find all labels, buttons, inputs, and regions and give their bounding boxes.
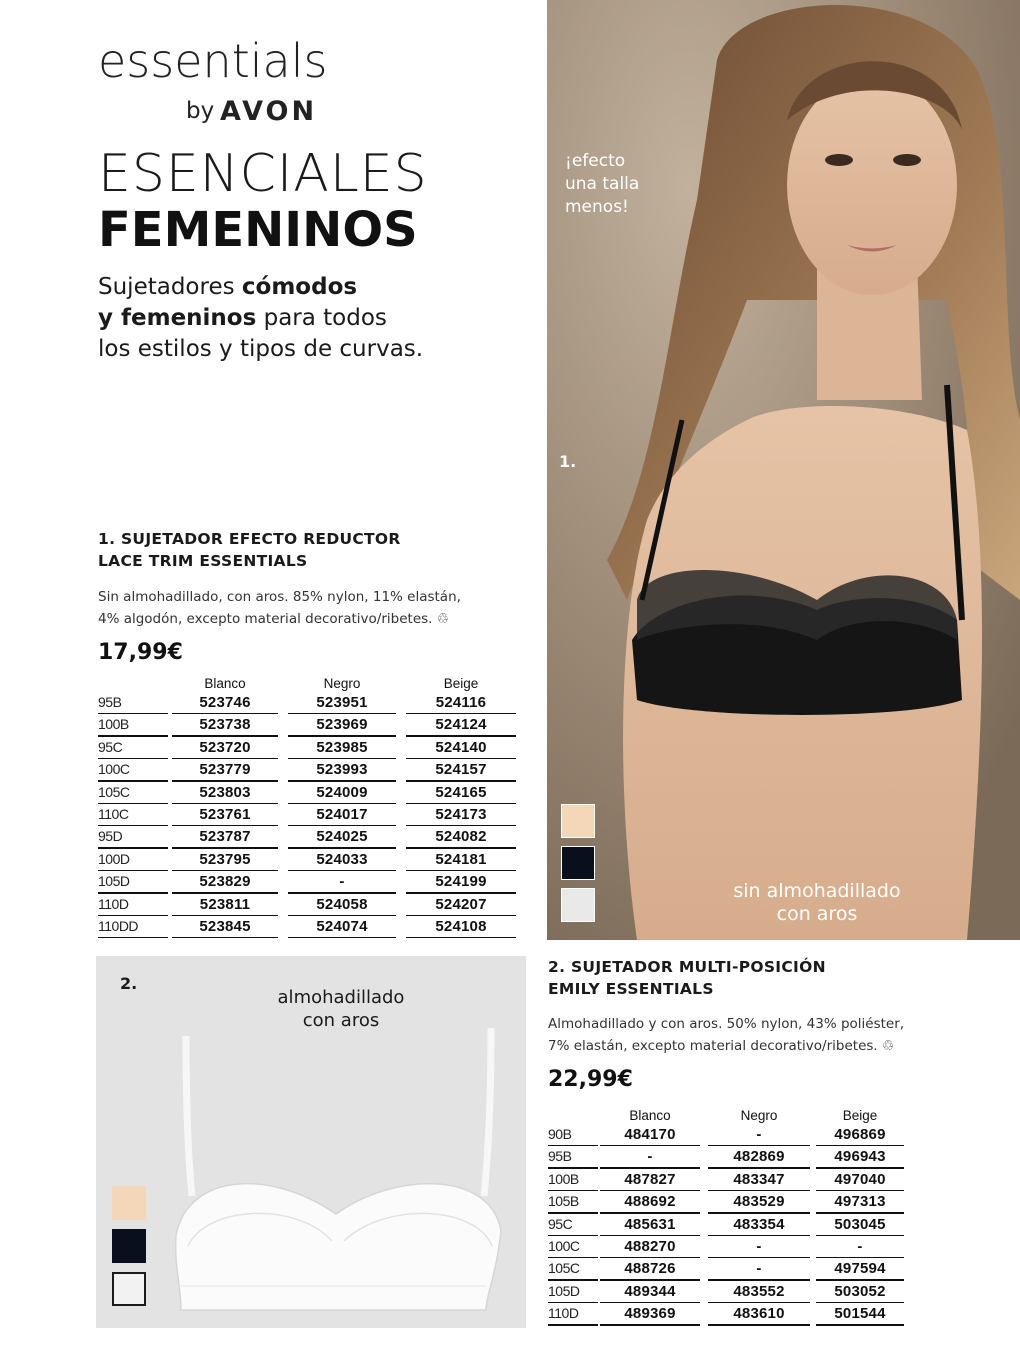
reference-code-blanco: 485631 <box>624 1215 676 1233</box>
table-row <box>548 1191 904 1213</box>
size-label: 95B <box>548 1148 572 1165</box>
reference-code-beige: 524157 <box>435 761 487 779</box>
reference-code-blanco: 488270 <box>624 1238 676 1255</box>
product1-description <box>98 586 461 630</box>
photo1-callout <box>565 150 639 219</box>
product1-desc-line: Sin almohadillado, con aros. 85% nylon, 11% elastán, <box>98 589 461 605</box>
reference-code-blanco: 489344 <box>624 1282 676 1300</box>
reference-code-beige: 524165 <box>435 783 487 801</box>
reference-code-blanco: 488726 <box>624 1260 676 1278</box>
reference-code-negro: - <box>756 1260 762 1278</box>
row-divider <box>406 937 516 938</box>
reference-code-negro: 483347 <box>733 1170 785 1188</box>
table-row <box>548 1169 904 1191</box>
size-label: 110D <box>548 1305 579 1322</box>
product2-desc-line: 7% elastán, excepto material decorativo/ribetes. ♲ <box>548 1038 895 1054</box>
product2-title-line: EMILY ESSENTIALS <box>548 980 714 998</box>
swatch-beige[interactable] <box>112 1186 146 1220</box>
reference-code-beige: 496943 <box>834 1148 886 1166</box>
table-row <box>548 1236 904 1258</box>
reference-code-blanco: 523829 <box>199 873 251 891</box>
size-label: 110C <box>98 806 129 822</box>
reference-code-beige: 497594 <box>834 1260 886 1278</box>
reference-code-negro: 524058 <box>316 895 368 913</box>
row-divider <box>172 937 278 938</box>
swatch-black[interactable] <box>112 1229 146 1263</box>
product2-desc-line: Almohadillado y con aros. 50% nylon, 43% poliéster, <box>548 1016 905 1032</box>
photo1-callout-line: una talla <box>565 174 640 194</box>
product1-title-line: LACE TRIM ESSENTIALS <box>98 552 308 570</box>
reference-code-blanco: 523779 <box>199 761 251 779</box>
reference-code-negro: 523951 <box>316 694 368 711</box>
reference-code-negro: 483610 <box>733 1305 785 1323</box>
brand-by: by <box>186 98 215 124</box>
table-row <box>548 1124 904 1146</box>
size-label: 100C <box>98 761 130 778</box>
table-row <box>98 871 518 893</box>
brand-avon: AVON <box>220 96 318 127</box>
size-label: 90B <box>548 1126 572 1142</box>
reference-code-negro: 524009 <box>316 783 368 801</box>
product1-reference-table <box>98 676 518 944</box>
reference-code-blanco: 523738 <box>199 716 251 734</box>
photo2-number: 2. <box>120 974 138 993</box>
size-label: 95C <box>98 738 123 755</box>
swatch-white[interactable] <box>112 1272 146 1306</box>
reference-code-beige: 503045 <box>834 1215 886 1233</box>
brand-wordmark: essentials <box>98 34 328 88</box>
reference-code-beige: 524082 <box>435 828 487 846</box>
column-header-blanco: Blanco <box>204 676 246 691</box>
photo2-caption-line: con aros <box>302 1010 380 1031</box>
row-divider <box>816 1324 904 1325</box>
intro-text-part: Sujetadores <box>98 274 242 300</box>
intro-text-part: los estilos y tipos de curvas. <box>98 336 424 362</box>
reference-code-negro: 523985 <box>316 738 368 756</box>
reference-code-negro: 524074 <box>316 918 368 935</box>
column-header-beige: Beige <box>443 676 479 691</box>
reference-code-beige: 524116 <box>435 694 487 711</box>
table-row <box>548 1214 904 1236</box>
size-label: 95B <box>98 694 122 710</box>
product1-title-line: 1. SUJETADOR EFECTO REDUCTOR <box>98 530 401 548</box>
size-label: 95D <box>98 828 123 845</box>
table-row <box>98 759 518 781</box>
product2-price: 22,99€ <box>548 1067 633 1092</box>
swatch-white[interactable] <box>561 888 595 922</box>
table-row <box>98 894 518 916</box>
table-row <box>98 916 518 938</box>
reference-code-negro: 523993 <box>316 761 368 779</box>
reference-code-beige: 524108 <box>435 918 487 935</box>
reference-code-negro: - <box>339 873 345 891</box>
reference-code-beige: 497313 <box>834 1193 886 1211</box>
model-illustration <box>547 0 1020 940</box>
size-label: 110DD <box>98 918 139 934</box>
product1-photo <box>547 0 1020 940</box>
reference-code-beige: 524199 <box>435 873 487 891</box>
reference-code-beige: 524207 <box>435 895 487 913</box>
row-divider <box>288 937 396 938</box>
photo1-caption-line: con aros <box>776 903 858 925</box>
reference-code-blanco: 523795 <box>199 850 251 868</box>
photo2-caption-line: almohadillado <box>277 987 405 1008</box>
product1-price: 17,99€ <box>98 640 183 665</box>
reference-code-blanco: 523761 <box>199 806 251 823</box>
reference-code-beige: 524124 <box>435 716 487 734</box>
reference-code-blanco: 484170 <box>624 1126 676 1143</box>
size-label: 95C <box>548 1215 573 1232</box>
headline-line1: ESENCIALES <box>98 144 428 204</box>
reference-code-negro: - <box>756 1126 762 1143</box>
column-header-blanco: Blanco <box>629 1108 671 1123</box>
table-row <box>548 1258 904 1280</box>
table-row <box>98 849 518 871</box>
reference-code-blanco: 523787 <box>199 828 251 846</box>
product1-title <box>98 528 401 572</box>
product2-title-line: 2. SUJETADOR MULTI-POSICIÓN <box>548 958 826 976</box>
swatch-beige[interactable] <box>561 804 595 838</box>
reference-code-blanco: 523803 <box>199 783 251 801</box>
intro-text-bold: y femeninos <box>98 305 257 331</box>
intro-text <box>98 272 478 365</box>
reference-code-beige: 496869 <box>834 1126 886 1143</box>
table-row <box>98 737 518 759</box>
table-row <box>98 782 518 804</box>
table-row <box>98 826 518 848</box>
reference-code-blanco: 523845 <box>199 918 251 935</box>
table-row <box>548 1146 904 1168</box>
photo1-number: 1. <box>559 452 577 471</box>
reference-code-beige: 524173 <box>435 806 487 823</box>
headline-line2: FEMENINOS <box>98 202 418 258</box>
reference-code-negro: 482869 <box>733 1148 785 1166</box>
reference-code-blanco: - <box>647 1148 653 1166</box>
row-divider <box>600 1324 700 1325</box>
intro-text-part: para todos <box>256 305 387 331</box>
row-divider <box>708 1324 810 1325</box>
reference-code-negro: 523969 <box>316 716 368 734</box>
reference-code-negro: 524025 <box>316 828 368 846</box>
photo1-caption-line: sin almohadillado <box>733 880 901 902</box>
reference-code-beige: 503052 <box>834 1282 886 1300</box>
reference-code-negro: 524033 <box>316 850 368 868</box>
table-row <box>98 714 518 736</box>
column-header-negro: Negro <box>740 1108 778 1123</box>
size-label: 105B <box>548 1193 579 1210</box>
product2-reference-table <box>548 1108 904 1332</box>
table-row <box>98 692 518 714</box>
table-row <box>98 804 518 826</box>
photo1-callout-line: ¡efecto <box>565 151 626 171</box>
table-row <box>548 1281 904 1303</box>
brand-logo <box>98 34 348 128</box>
photo2-caption <box>246 986 436 1032</box>
reference-code-blanco: 488692 <box>624 1193 676 1211</box>
reference-code-negro: 524017 <box>316 806 368 823</box>
reference-code-beige: 497040 <box>834 1170 886 1188</box>
reference-code-beige: 501544 <box>834 1305 886 1323</box>
reference-code-blanco: 489369 <box>624 1305 676 1323</box>
intro-text-bold: cómodos <box>241 274 358 300</box>
swatch-black[interactable] <box>561 846 595 880</box>
size-label: 100C <box>548 1238 580 1254</box>
product2-title <box>548 956 826 1000</box>
size-label: 105C <box>98 783 130 800</box>
size-label: 105D <box>548 1282 580 1299</box>
size-label: 100B <box>98 716 129 733</box>
size-label: 100D <box>98 850 130 867</box>
reference-code-blanco: 523746 <box>199 694 251 711</box>
size-label: 105C <box>548 1260 580 1277</box>
reference-code-negro: 483354 <box>733 1215 785 1233</box>
row-divider <box>98 937 168 938</box>
reference-code-negro: - <box>756 1238 762 1255</box>
reference-code-beige: 524181 <box>435 850 487 868</box>
product1-desc-line: 4% algodón, excepto material decorativo/ribetes. ♲ <box>98 611 449 627</box>
reference-code-beige: 524140 <box>435 738 487 756</box>
product2-description <box>548 1013 904 1057</box>
table-row <box>548 1303 904 1325</box>
row-divider <box>548 1324 598 1325</box>
size-label: 110D <box>98 895 129 912</box>
photo1-callout-line: menos! <box>565 197 629 217</box>
reference-code-negro: 483552 <box>733 1282 785 1300</box>
reference-code-blanco: 523811 <box>199 895 251 913</box>
reference-code-blanco: 487827 <box>624 1170 676 1188</box>
size-label: 100B <box>548 1170 579 1187</box>
size-label: 105D <box>98 873 130 890</box>
reference-code-beige: - <box>857 1238 863 1255</box>
product2-photo <box>96 956 526 1328</box>
reference-code-negro: 483529 <box>733 1193 785 1211</box>
column-header-negro: Negro <box>323 676 361 691</box>
column-header-beige: Beige <box>842 1108 878 1123</box>
photo1-caption <box>717 880 917 926</box>
reference-code-blanco: 523720 <box>199 738 251 756</box>
